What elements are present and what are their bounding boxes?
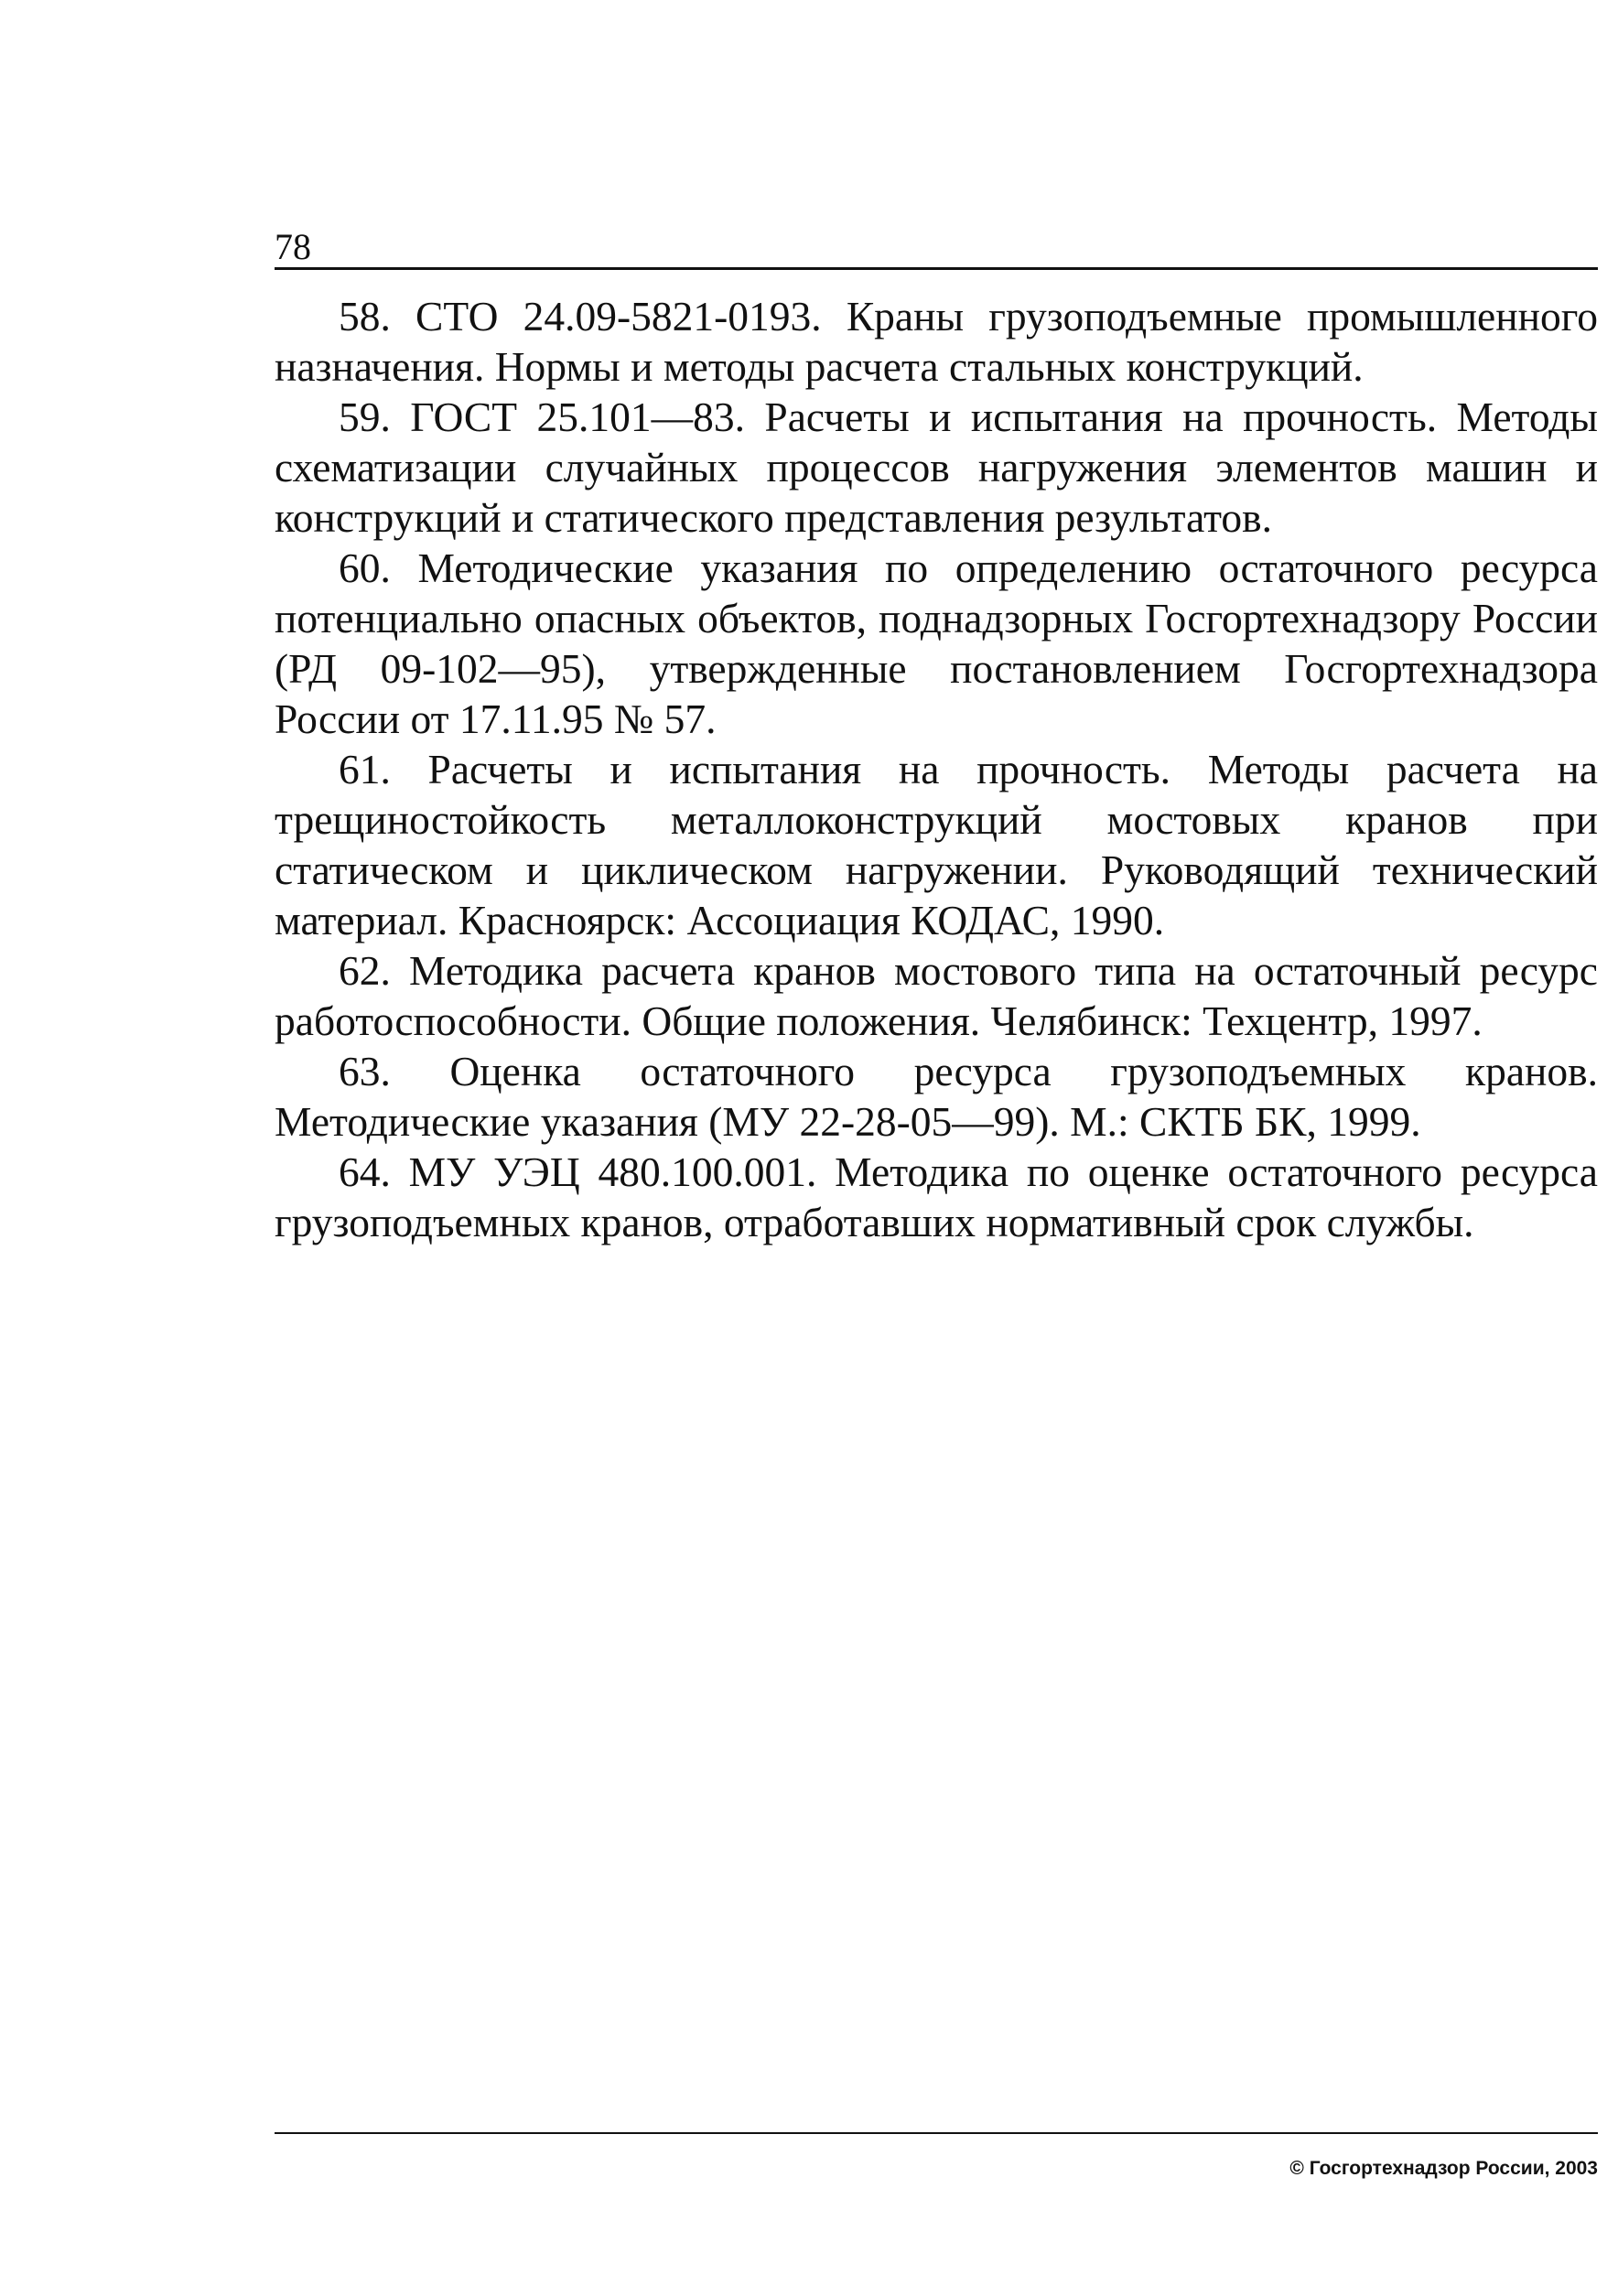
page-number: 78 (275, 226, 311, 267)
reference-item-60: 60. Методические указания по определению остаточного ресурса потенциально опасных объектов, поднадзорных Госгортехнадзору России (РД 09-102—95), утвержденные постановлением Госгортехнадзора России от 17.11.95 № 57. (275, 544, 1598, 742)
reference-list (275, 291, 1598, 1247)
reference-item-58: 58. СТО 24.09-5821-0193. Краны грузоподъемные промышленного назначения. Нормы и методы расчета стальных конструкций. (275, 293, 1598, 390)
reference-item-64: 64. МУ УЭЦ 480.100.001. Методика по оценке остаточного ресурса грузоподъемных кранов, отработавших нормативный срок службы. (275, 1148, 1598, 1245)
reference-item-61: 61. Расчеты и испытания на прочность. Методы расчета на трещиностойкость металлоконструкций мостовых кранов при статическом и циклическом нагружении. Руководящий технический материал. Красноярск: Ассоциация КОДАС, 1990. (275, 746, 1598, 943)
copyright-note: © Госгортехнадзор России, 2003 (1289, 2158, 1598, 2179)
reference-item-62: 62. Методика расчета кранов мостового типа на остаточный ресурс работоспособности. Общие положения. Челябинск: Техцентр, 1997. (275, 947, 1598, 1044)
footer-rule (275, 2132, 1598, 2134)
reference-item-63: 63. Оценка остаточного ресурса грузоподъемных кранов. Методические указания (МУ 22-28-05—99). М.: СКТБ БК, 1999. (275, 1048, 1598, 1145)
header-rule (275, 267, 1598, 270)
reference-item-59: 59. ГОСТ 25.101—83. Расчеты и испытания на прочность. Методы схематизации случайных процессов нагружения элементов машин и конструкций и статического представления результатов. (275, 393, 1598, 541)
